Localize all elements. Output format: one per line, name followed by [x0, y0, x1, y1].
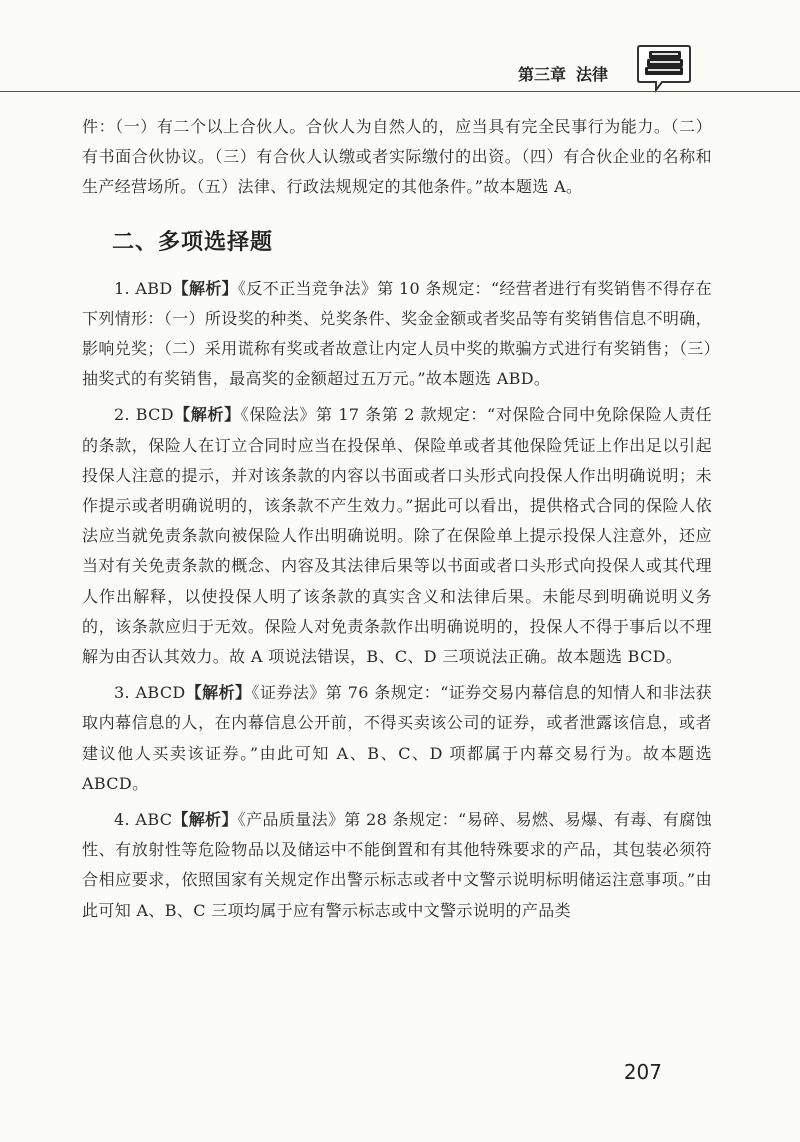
analysis-label: 【解析】 [173, 405, 241, 425]
answer-text: 《保险法》第 17 条第 2 款规定：“对保险合同中免除保险人责任的条款，保险人在订立合同时应当在投保单、保险单或者其他保险凭证上作出足以引起投保人注意的提示，并对该条款的内容以书面或者口头形式向投保人作出明确说明；未作提示或者明确说明的，该条款不产生效力。”据此可以看出，提供格式合同的保险人依法应当就免责条款向被保险人作出明确说明。除了在保险单上提示投保人注意外，还应当对有关免责条款的概念、内容及其法律后果等以书面或者口头形式向投保人或其代理人作出解释，以使投保人明了该条款的真实含义和法律后果。未能尽到明确说明义务的，该条款应归于无效。保险人对免责条款作出明确说明的，投保人不得于事后以不理解为由否认其效力。故 A 项说法错误，B、C、D 三项说法正确。故本题选 BCD。 [82, 405, 712, 667]
page-body [82, 112, 712, 926]
page-header [0, 0, 800, 100]
chapter-heading [518, 62, 608, 85]
answer-text: 《反不正当竞争法》第 10 条规定：“经营者进行有奖销售不得存在下列情形：（一）所设奖的种类、兑奖条件、奖金金额或者奖品等有奖销售信息不明确，影响兑奖；（二）采用谎称有奖或者故意让内定人员中奖的欺骗方式进行有奖销售；（三）抽奖式的有奖销售，最高奖的金额超过五万元。”故本题选 ABD。 [82, 278, 713, 389]
answer-item [82, 805, 712, 926]
chapter-number: 第三章 [517, 65, 566, 84]
analysis-label: 【解析】 [185, 683, 252, 703]
answer-text: 《证券法》第 76 条规定：“证券交易内幕信息的知情人和非法获取内幕信息的人，在内幕信息公开前，不得买卖该公司的证券，或者泄露该信息，或者建议他人买卖该证券。”由此可知 A、B、C、D 项都属于内幕交易行为。故本题选 ABCD。 [82, 683, 712, 793]
intro-paragraph: 件：（一）有二个以上合伙人。合伙人为自然人的，应当具有完全民事行为能力。（二）有书面合伙协议。（三）有合伙人认缴或者实际缴付的出资。（四）有合伙企业的名称和生产经营场所。（五）法律、行政法规规定的其他条件。”故本题选 A。 [82, 117, 712, 197]
answer-prefix: 2. BCD [114, 405, 174, 425]
chapter-title: 法律 [575, 65, 608, 84]
book-stack-icon [636, 40, 692, 96]
answer-prefix: 1. ABD [114, 278, 173, 298]
answer-item [82, 678, 712, 799]
analysis-label: 【解析】 [172, 810, 238, 830]
header-rule [0, 91, 800, 92]
answer-item [82, 400, 712, 672]
answer-item [82, 274, 712, 395]
answer-prefix: 4. ABC [114, 810, 173, 830]
page-number: 207 [623, 1060, 662, 1084]
answer-text: 《产品质量法》第 28 条规定：“易碎、易燃、易爆、有毒、有腐蚀性、有放射性等危险物品以及储运中不能倒置和有其他特殊要求的产品，其包装必须符合相应要求，依照国家有关规定作出警示标志或者中文警示说明标明储运注意事项。”由此可知 A、B、C 三项均属于应有警示标志或中文警示说明的产品类 [82, 810, 712, 920]
answer-prefix: 3. ABCD [114, 683, 186, 703]
section-title: 二、多项选择题 [112, 229, 274, 255]
analysis-label: 【解析】 [172, 278, 239, 298]
